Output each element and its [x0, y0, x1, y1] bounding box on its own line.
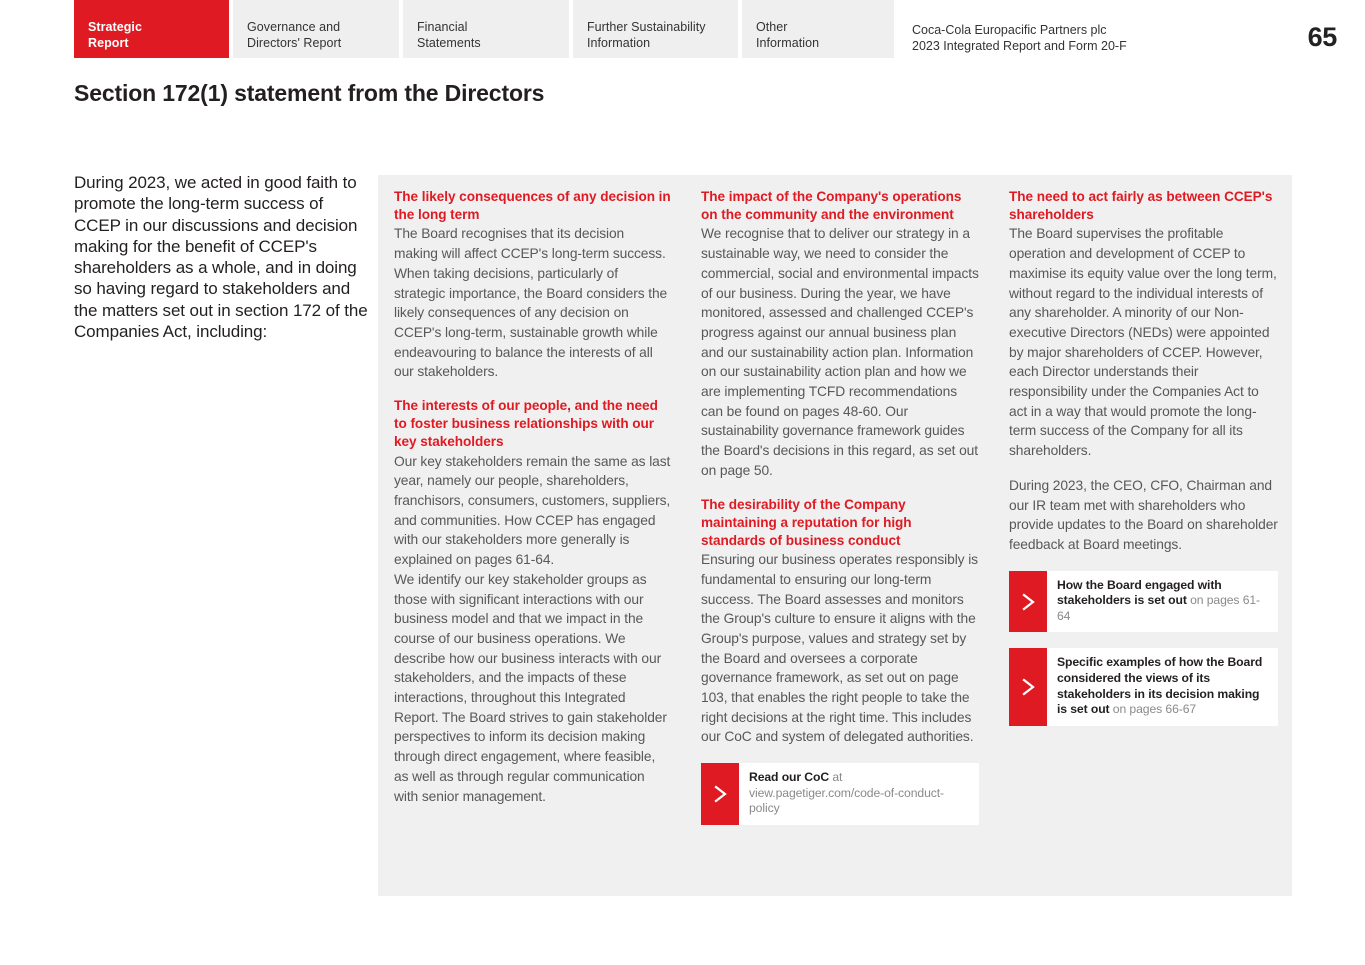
column-three — [993, 188, 1292, 896]
col1-body-stakeholders-list: Our key stakeholders remain the same as last year, namely our people, shareholders, franchisors, consumers, customers, suppliers, and communities. How CCEP has engaged with our stakeholders more generally is explained on pages 61-64. — [394, 453, 671, 568]
tab-governance-line1: Governance and — [247, 20, 341, 34]
callout-specific-examples[interactable] — [1009, 648, 1278, 725]
chevron-right-icon — [1009, 571, 1047, 633]
tab-financial-line2: Statements — [417, 35, 481, 50]
column-one — [378, 188, 685, 896]
tab-further-sustainability-information[interactable] — [573, 0, 738, 58]
tab-sustainability-line2: Information — [587, 35, 651, 50]
publication-document: 2023 Integrated Report and Form 20-F — [912, 39, 1127, 53]
callout-board-engagement-text — [1047, 571, 1278, 633]
header-tab-bar — [0, 0, 1365, 58]
col3-body-act-fairly: The Board supervises the profitable operation and development of CCEP to maximise its equity value over the long term, without regard to the individual interests of any shareholder. A minority of our Non-executive Directors (NEDs) were appointed by major shareholders of CCEP. However, each Director understands their responsibility under the Companies Act to act in a way that would promote the long-term success of the Company for all its shareholders. — [1009, 226, 1277, 459]
callout-board-engagement[interactable] — [1009, 571, 1278, 633]
tab-governance-and-directors-report[interactable] — [233, 0, 399, 58]
page-number: 65 — [1307, 22, 1337, 52]
col2-body-business-conduct: Ensuring our business operates responsibly is fundamental to ensuring our long-term success. The Board assesses and monitors the Group's culture to ensure it aligns with the Group's purpose, values and strategy set by the Board and oversees a corporate governance framework, as set out on page 103, that enables the right people to take the right decisions at the right time. This includes our CoC and system of delegated authorities. — [701, 552, 978, 745]
content-panel — [378, 175, 1292, 896]
col2-heading-business-conduct: The desirability of the Company maintaining a reputation for high standards of business conduct — [701, 496, 912, 548]
tab-governance-line2: Directors' Report — [247, 35, 342, 50]
tab-other-information[interactable] — [742, 0, 894, 58]
tab-financial-statements[interactable] — [403, 0, 569, 58]
publication-company: Coca-Cola Europacific Partners plc — [912, 23, 1107, 37]
callout-read-our-coc-rest: at view.pagetiger.com/code-of-conduct-policy — [749, 770, 944, 816]
col3-body-shareholder-meetings: During 2023, the CEO, CFO, Chairman and our IR team met with shareholders who provide updates to the Board on shareholder feedback at Board meetings. — [1009, 477, 1278, 552]
callout-specific-examples-rest: on pages 66-67 — [1109, 702, 1197, 717]
tab-financial-line1: Financial — [417, 20, 468, 34]
tab-sustainability-line1: Further Sustainability — [587, 20, 706, 34]
col2-body-community-environment: We recognise that to deliver our strategy in a sustainable way, we need to consider the commercial, social and environmental impacts of our business. During the year, we have monitored, assessed and challenged CCEP's progress against our annual business plan and our sustainability action plan. Information on our sustainability action plan and how we are implementing TCFD recommendations can be found on pages 48-60. Our sustainability governance framework guides the Board's decisions in this regard, as set out on page 50. — [701, 226, 979, 478]
header-left-spacer — [0, 0, 74, 58]
column-two — [685, 188, 993, 896]
callout-specific-examples-bold: Specific examples of how the Board considered the views of its stakeholders in its decision making is set out — [1057, 655, 1263, 717]
col1-heading-people-and-relationships: The interests of our people, and the need to foster business relationships with our key stakeholders — [394, 398, 658, 450]
tab-other-line1: Other — [756, 20, 788, 34]
chevron-right-icon — [701, 763, 739, 825]
panel-columns — [378, 175, 1292, 896]
callout-board-engagement-bold: How the Board engaged with stakeholders is set out — [1057, 577, 1222, 608]
callout-read-our-coc[interactable] — [701, 763, 979, 825]
callout-specific-examples-text — [1047, 648, 1278, 725]
publication-info — [898, 0, 1308, 58]
callout-read-our-coc-text — [739, 763, 979, 825]
tab-strategic-report-line2: Report — [88, 35, 129, 50]
col2-heading-community-environment: The impact of the Company's operations on the community and the environment — [701, 189, 962, 223]
col1-body-stakeholder-groups: We identify our key stakeholder groups as those with significant interactions with our business model and that we impact in the course of our business operations. We describe how our business interacts with our stakeholders, and the impacts of these interactions, throughout this Integrated Report. The Board strives to gain stakeholder perspectives to inform its decision making through direct engagement, where feasible, as well as through regular communication with senior management. — [394, 571, 667, 804]
page-title: Section 172(1) statement from the Directors — [74, 80, 545, 107]
intro-paragraph: During 2023, we acted in good faith to promote the long-term success of CCEP in our discussions and decision making for the benefit of CCEP's shareholders as a whole, and in doing so having regard to stakeholders and the matters set out in section 172 of the Companies Act, including: — [74, 173, 368, 342]
tab-other-line2: Information — [756, 35, 820, 50]
tab-strategic-report-line1: Strategic — [88, 20, 142, 34]
callout-board-engagement-rest: on pages 61-64 — [1057, 593, 1261, 623]
callout-read-our-coc-bold: Read our CoC — [749, 770, 830, 785]
col1-heading-long-term-consequences: The likely consequences of any decision in the long term — [394, 189, 671, 223]
col3-heading-act-fairly: The need to act fairly as between CCEP's shareholders — [1009, 189, 1273, 223]
chevron-right-icon — [1009, 648, 1047, 725]
col1-body-long-term-consequences: The Board recognises that its decision making will affect CCEP's long-term success. When taking decisions, particularly of strategic importance, the Board considers the likely consequences of any decision on CCEP's long-term, sustainable growth while endeavouring to balance the interests of all our stakeholders. — [394, 226, 668, 380]
tab-strategic-report[interactable] — [74, 0, 229, 58]
